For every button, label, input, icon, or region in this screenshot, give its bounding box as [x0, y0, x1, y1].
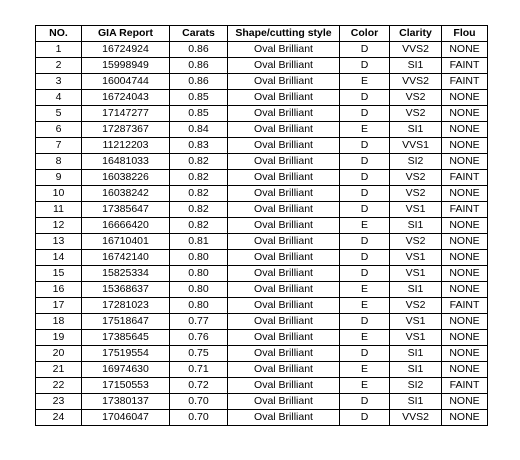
cell-no: 7 [36, 138, 82, 154]
cell-no: 3 [36, 74, 82, 90]
cell-color: D [340, 106, 390, 122]
header-carats: Carats [170, 26, 228, 42]
cell-gia-report: 17147277 [82, 106, 170, 122]
cell-no: 6 [36, 122, 82, 138]
cell-clarity: VS1 [390, 266, 442, 282]
table-row [36, 218, 488, 234]
table-row [36, 58, 488, 74]
cell-clarity: VS1 [390, 314, 442, 330]
cell-carats: 0.80 [170, 266, 228, 282]
cell-clarity: SI1 [390, 362, 442, 378]
cell-shape: Oval Brilliant [228, 410, 340, 426]
cell-carats: 0.70 [170, 394, 228, 410]
cell-shape: Oval Brilliant [228, 346, 340, 362]
cell-color: D [340, 234, 390, 250]
cell-color: D [340, 266, 390, 282]
cell-no: 16 [36, 282, 82, 298]
cell-shape: Oval Brilliant [228, 330, 340, 346]
cell-no: 20 [36, 346, 82, 362]
cell-no: 13 [36, 234, 82, 250]
cell-no: 14 [36, 250, 82, 266]
cell-carats: 0.80 [170, 282, 228, 298]
cell-color: E [340, 218, 390, 234]
cell-color: D [340, 138, 390, 154]
cell-shape: Oval Brilliant [228, 234, 340, 250]
cell-clarity: VS1 [390, 202, 442, 218]
cell-gia-report: 11212203 [82, 138, 170, 154]
cell-no: 19 [36, 330, 82, 346]
cell-carats: 0.76 [170, 330, 228, 346]
cell-carats: 0.81 [170, 234, 228, 250]
cell-gia-report: 16004744 [82, 74, 170, 90]
cell-color: D [340, 250, 390, 266]
cell-color: E [340, 74, 390, 90]
table-row [36, 90, 488, 106]
cell-shape: Oval Brilliant [228, 154, 340, 170]
header-row [36, 26, 488, 42]
cell-clarity: SI1 [390, 58, 442, 74]
cell-shape: Oval Brilliant [228, 186, 340, 202]
cell-gia-report: 16724924 [82, 42, 170, 58]
cell-gia-report: 17287367 [82, 122, 170, 138]
cell-clarity: VVS2 [390, 42, 442, 58]
cell-color: E [340, 378, 390, 394]
cell-gia-report: 16724043 [82, 90, 170, 106]
cell-shape: Oval Brilliant [228, 138, 340, 154]
table-row [36, 266, 488, 282]
cell-shape: Oval Brilliant [228, 122, 340, 138]
cell-shape: Oval Brilliant [228, 250, 340, 266]
header-shape: Shape/cutting style [228, 26, 340, 42]
cell-carats: 0.83 [170, 138, 228, 154]
diamond-inventory-table [35, 25, 488, 426]
cell-clarity: VS2 [390, 298, 442, 314]
cell-shape: Oval Brilliant [228, 218, 340, 234]
cell-gia-report: 17281023 [82, 298, 170, 314]
cell-gia-report: 17519554 [82, 346, 170, 362]
cell-no: 8 [36, 154, 82, 170]
cell-shape: Oval Brilliant [228, 362, 340, 378]
cell-gia-report: 15368637 [82, 282, 170, 298]
cell-color: D [340, 90, 390, 106]
table-row [36, 170, 488, 186]
cell-gia-report: 17385647 [82, 202, 170, 218]
cell-flou: NONE [442, 410, 488, 426]
cell-carats: 0.82 [170, 186, 228, 202]
cell-shape: Oval Brilliant [228, 282, 340, 298]
cell-flou: NONE [442, 362, 488, 378]
cell-color: D [340, 346, 390, 362]
cell-clarity: SI1 [390, 282, 442, 298]
cell-flou: FAINT [442, 202, 488, 218]
cell-clarity: VS2 [390, 234, 442, 250]
header-no: NO. [36, 26, 82, 42]
header-clarity: Clarity [390, 26, 442, 42]
cell-gia-report: 17046047 [82, 410, 170, 426]
table-row [36, 74, 488, 90]
cell-color: D [340, 58, 390, 74]
cell-color: D [340, 42, 390, 58]
cell-no: 4 [36, 90, 82, 106]
table-row [36, 394, 488, 410]
cell-clarity: VVS1 [390, 138, 442, 154]
cell-gia-report: 16710401 [82, 234, 170, 250]
cell-color: E [340, 298, 390, 314]
cell-carats: 0.86 [170, 74, 228, 90]
cell-shape: Oval Brilliant [228, 42, 340, 58]
cell-flou: NONE [442, 154, 488, 170]
cell-gia-report: 17150553 [82, 378, 170, 394]
cell-no: 18 [36, 314, 82, 330]
table-row [36, 362, 488, 378]
cell-clarity: SI2 [390, 378, 442, 394]
cell-flou: NONE [442, 106, 488, 122]
table-row [36, 282, 488, 298]
cell-no: 10 [36, 186, 82, 202]
cell-carats: 0.82 [170, 202, 228, 218]
cell-carats: 0.70 [170, 410, 228, 426]
cell-flou: NONE [442, 122, 488, 138]
cell-clarity: VS1 [390, 330, 442, 346]
cell-clarity: VVS2 [390, 74, 442, 90]
cell-flou: NONE [442, 42, 488, 58]
cell-shape: Oval Brilliant [228, 266, 340, 282]
cell-flou: NONE [442, 266, 488, 282]
cell-carats: 0.82 [170, 170, 228, 186]
cell-flou: FAINT [442, 58, 488, 74]
cell-color: E [340, 282, 390, 298]
cell-shape: Oval Brilliant [228, 298, 340, 314]
cell-gia-report: 17385645 [82, 330, 170, 346]
cell-color: D [340, 186, 390, 202]
cell-shape: Oval Brilliant [228, 314, 340, 330]
cell-clarity: SI1 [390, 218, 442, 234]
table-row [36, 186, 488, 202]
cell-flou: NONE [442, 314, 488, 330]
table-row [36, 378, 488, 394]
cell-no: 1 [36, 42, 82, 58]
cell-clarity: SI1 [390, 394, 442, 410]
table-row [36, 346, 488, 362]
cell-gia-report: 17380137 [82, 394, 170, 410]
cell-no: 22 [36, 378, 82, 394]
cell-clarity: VS2 [390, 170, 442, 186]
table-row [36, 106, 488, 122]
table-row [36, 138, 488, 154]
cell-flou: FAINT [442, 378, 488, 394]
cell-shape: Oval Brilliant [228, 394, 340, 410]
cell-color: D [340, 170, 390, 186]
cell-color: E [340, 362, 390, 378]
cell-gia-report: 16038242 [82, 186, 170, 202]
cell-carats: 0.75 [170, 346, 228, 362]
cell-carats: 0.72 [170, 378, 228, 394]
cell-flou: NONE [442, 250, 488, 266]
table-row [36, 122, 488, 138]
table-body [36, 42, 488, 426]
cell-gia-report: 16481033 [82, 154, 170, 170]
cell-carats: 0.77 [170, 314, 228, 330]
cell-no: 15 [36, 266, 82, 282]
table-row [36, 250, 488, 266]
cell-flou: FAINT [442, 170, 488, 186]
cell-gia-report: 16666420 [82, 218, 170, 234]
cell-flou: NONE [442, 394, 488, 410]
cell-carats: 0.86 [170, 58, 228, 74]
cell-gia-report: 15998949 [82, 58, 170, 74]
cell-carats: 0.71 [170, 362, 228, 378]
cell-flou: NONE [442, 90, 488, 106]
cell-carats: 0.85 [170, 90, 228, 106]
cell-gia-report: 16974630 [82, 362, 170, 378]
cell-carats: 0.82 [170, 218, 228, 234]
cell-clarity: SI2 [390, 154, 442, 170]
cell-clarity: SI1 [390, 122, 442, 138]
cell-color: D [340, 154, 390, 170]
cell-shape: Oval Brilliant [228, 90, 340, 106]
cell-no: 5 [36, 106, 82, 122]
cell-no: 12 [36, 218, 82, 234]
cell-flou: NONE [442, 186, 488, 202]
cell-shape: Oval Brilliant [228, 202, 340, 218]
table-row [36, 202, 488, 218]
cell-flou: NONE [442, 346, 488, 362]
cell-carats: 0.85 [170, 106, 228, 122]
cell-color: D [340, 394, 390, 410]
cell-clarity: VVS2 [390, 410, 442, 426]
cell-color: E [340, 330, 390, 346]
table-row [36, 42, 488, 58]
table-row [36, 234, 488, 250]
cell-no: 11 [36, 202, 82, 218]
table-row [36, 410, 488, 426]
cell-clarity: VS2 [390, 90, 442, 106]
cell-shape: Oval Brilliant [228, 74, 340, 90]
cell-gia-report: 16038226 [82, 170, 170, 186]
header-gia-report: GIA Report [82, 26, 170, 42]
cell-color: D [340, 314, 390, 330]
cell-clarity: VS2 [390, 106, 442, 122]
cell-carats: 0.82 [170, 154, 228, 170]
cell-carats: 0.80 [170, 298, 228, 314]
cell-gia-report: 15825334 [82, 266, 170, 282]
cell-clarity: SI1 [390, 346, 442, 362]
cell-no: 9 [36, 170, 82, 186]
cell-clarity: VS2 [390, 186, 442, 202]
cell-no: 23 [36, 394, 82, 410]
cell-flou: NONE [442, 234, 488, 250]
cell-shape: Oval Brilliant [228, 378, 340, 394]
cell-flou: NONE [442, 218, 488, 234]
table-row [36, 298, 488, 314]
cell-no: 17 [36, 298, 82, 314]
cell-flou: FAINT [442, 74, 488, 90]
cell-no: 21 [36, 362, 82, 378]
header-color: Color [340, 26, 390, 42]
cell-flou: FAINT [442, 298, 488, 314]
cell-gia-report: 17518647 [82, 314, 170, 330]
cell-flou: NONE [442, 282, 488, 298]
cell-color: D [340, 410, 390, 426]
cell-carats: 0.84 [170, 122, 228, 138]
cell-flou: NONE [442, 330, 488, 346]
cell-color: E [340, 122, 390, 138]
cell-shape: Oval Brilliant [228, 170, 340, 186]
cell-color: D [340, 202, 390, 218]
table-row [36, 314, 488, 330]
cell-no: 24 [36, 410, 82, 426]
cell-no: 2 [36, 58, 82, 74]
cell-shape: Oval Brilliant [228, 58, 340, 74]
table-row [36, 330, 488, 346]
cell-flou: NONE [442, 138, 488, 154]
cell-gia-report: 16742140 [82, 250, 170, 266]
cell-carats: 0.80 [170, 250, 228, 266]
cell-clarity: VS1 [390, 250, 442, 266]
cell-carats: 0.86 [170, 42, 228, 58]
table-row [36, 154, 488, 170]
cell-shape: Oval Brilliant [228, 106, 340, 122]
header-flou: Flou [442, 26, 488, 42]
